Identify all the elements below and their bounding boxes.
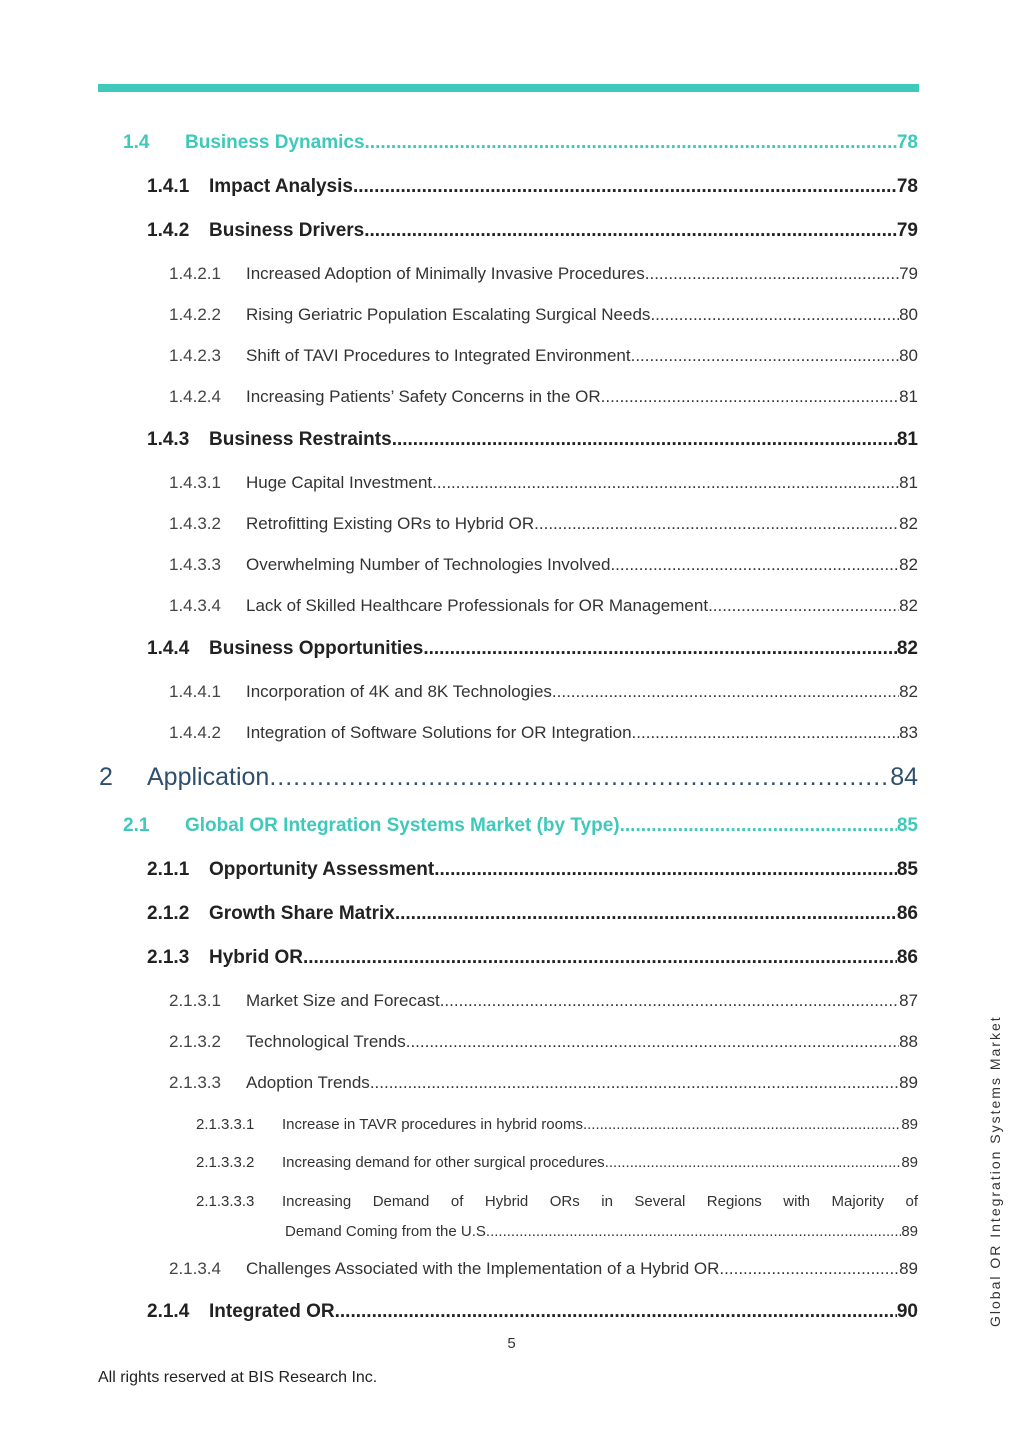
toc-number: 2.1.1	[147, 859, 190, 880]
toc-entry-1-4-3-1[interactable]	[169, 473, 918, 493]
toc-entry-2-1-3-3-3[interactable]	[196, 1187, 918, 1247]
toc-number: 2.1.2	[147, 903, 190, 924]
toc-number: 2.1.3.3.3	[196, 1193, 255, 1210]
toc-leader	[605, 1154, 902, 1171]
toc-number: 1.4.3.2	[169, 514, 221, 533]
toc-entry-2-1-3-3-1[interactable]	[196, 1116, 918, 1133]
toc-title: Opportunity Assessment	[209, 859, 435, 880]
toc-number: 1.4.2.2	[169, 305, 221, 324]
toc-number: 1.4.2.1	[169, 264, 221, 283]
toc-leader	[353, 176, 897, 198]
toc-title: Business Restraints	[209, 429, 392, 450]
toc-number: 1.4.3	[147, 429, 190, 450]
toc-leader	[610, 555, 899, 575]
toc-title: Business Opportunities	[209, 638, 424, 659]
footer-copyright: All rights reserved at BIS Research Inc.	[98, 1369, 378, 1386]
toc-entry-chapter-2[interactable]	[99, 763, 918, 792]
toc-number: 1.4.3.3	[169, 555, 221, 574]
toc-entry-1-4-4-2[interactable]	[169, 723, 918, 743]
toc-page: 82	[899, 514, 918, 533]
toc-entry-1-4[interactable]	[123, 132, 918, 154]
toc-leader	[395, 903, 897, 925]
toc-page: 81	[899, 387, 918, 406]
toc-page: 78	[896, 176, 918, 197]
toc-number: 1.4	[123, 132, 150, 153]
toc-page: 80	[899, 305, 918, 324]
toc-page: 88	[899, 1032, 918, 1051]
toc-entry-2-1-1[interactable]	[147, 859, 918, 881]
toc-title: Market Size and Forecast	[246, 991, 440, 1010]
toc-title: Challenges Associated with the Implementation of a Hybrid OR	[246, 1259, 720, 1278]
toc-title: Increased Adoption of Minimally Invasive Procedures	[246, 264, 645, 283]
toc-title: Increasing demand for other surgical procedures	[282, 1154, 605, 1171]
toc-entry-2-1-3[interactable]	[147, 947, 918, 969]
toc-number: 1.4.3.4	[169, 596, 221, 615]
toc-title: Huge Capital Investment	[246, 473, 433, 492]
toc-leader	[719, 1259, 899, 1279]
toc-page: 89	[901, 1116, 918, 1133]
toc-leader	[490, 1217, 901, 1247]
toc-number: 2.1.3	[147, 947, 190, 968]
toc-entry-1-4-3-2[interactable]	[169, 514, 918, 534]
toc-page: 89	[899, 1073, 918, 1092]
toc-leader	[364, 220, 897, 242]
toc-leader	[708, 596, 899, 616]
toc-entry-1-4-3[interactable]	[147, 429, 918, 451]
toc-leader	[365, 132, 897, 154]
toc-leader	[303, 947, 897, 969]
toc-entry-1-4-2-2[interactable]	[169, 305, 918, 325]
toc-leader	[631, 346, 899, 366]
toc-leader	[392, 429, 897, 451]
toc-number: 1.4.2.3	[169, 346, 221, 365]
toc-entry-1-4-2-4[interactable]	[169, 387, 918, 407]
toc-title: Retrofitting Existing ORs to Hybrid OR	[246, 514, 535, 533]
toc-page: 79	[896, 220, 918, 241]
toc-title-line1: Increasing Demand of Hybrid ORs in Several Regions with Majority of	[282, 1193, 918, 1210]
toc-title: Rising Geriatric Population Escalating Surgical Needs	[246, 305, 651, 324]
toc-title: Business Dynamics	[185, 132, 365, 153]
toc-entry-1-4-2-3[interactable]	[169, 346, 918, 366]
toc-leader	[552, 682, 899, 702]
toc-title: Overwhelming Number of Technologies Involved	[246, 555, 611, 574]
toc-number: 2.1.3.1	[169, 991, 221, 1010]
toc-leader	[406, 1032, 899, 1052]
toc-number: 1.4.4.1	[169, 682, 221, 701]
toc-number: 2.1.3.3.1	[196, 1116, 255, 1133]
toc-leader	[370, 1073, 899, 1093]
toc-page: 89	[901, 1223, 918, 1240]
toc-leader	[583, 1116, 901, 1133]
toc-title: Technological Trends	[246, 1032, 406, 1051]
toc-page: 82	[899, 555, 918, 574]
toc-page: 83	[899, 723, 918, 742]
toc-leader	[534, 514, 899, 534]
toc-page: 82	[899, 682, 918, 701]
toc-title: Increasing Patients’ Safety Concerns in the OR	[246, 387, 601, 406]
toc-page: 86	[896, 903, 918, 924]
toc-number: 1.4.1	[147, 176, 190, 197]
toc-entry-2-1[interactable]	[123, 815, 918, 837]
toc-entry-2-1-4[interactable]	[147, 1301, 918, 1323]
toc-title: Increase in TAVR procedures in hybrid rooms	[282, 1116, 583, 1133]
toc-page: 87	[899, 991, 918, 1010]
toc-leader	[434, 859, 897, 881]
toc-number: 1.4.4	[147, 638, 190, 659]
toc-number: 2.1.3.3.2	[196, 1154, 255, 1171]
toc-entry-1-4-4-1[interactable]	[169, 682, 918, 702]
toc-page: 90	[896, 1301, 918, 1322]
toc-number: 1.4.4.2	[169, 723, 221, 742]
toc-number: 2	[99, 763, 113, 791]
page-number: 5	[507, 1335, 516, 1352]
toc-leader	[632, 723, 900, 743]
toc-title: Business Drivers	[209, 220, 365, 241]
toc-leader	[423, 638, 897, 660]
toc-title: Impact Analysis	[209, 176, 353, 197]
toc-leader	[269, 763, 890, 792]
toc-number: 1.4.2	[147, 220, 190, 241]
toc-entry-2-1-3-1[interactable]	[169, 991, 918, 1011]
toc-title: Lack of Skilled Healthcare Professionals for OR Management	[246, 596, 709, 615]
toc-title: Global OR Integration Systems Market (by Type)	[185, 815, 620, 836]
toc-page: 85	[896, 859, 918, 880]
side-running-title: Global OR Integration Systems Market	[987, 1015, 1003, 1327]
toc-page: 78	[896, 132, 918, 153]
toc-number: 1.4.3.1	[169, 473, 221, 492]
toc-leader	[440, 991, 899, 1011]
toc-number: 2.1.4	[147, 1301, 190, 1322]
toc-leader	[432, 473, 899, 493]
toc-leader	[601, 387, 899, 407]
toc-leader	[645, 264, 899, 284]
toc-page: 82	[896, 638, 918, 659]
toc-entry-1-4-2-1[interactable]	[169, 264, 918, 284]
toc-title: Adoption Trends	[246, 1073, 370, 1092]
toc-page: 80	[899, 346, 918, 365]
toc-entry-2-1-3-3[interactable]	[169, 1073, 918, 1093]
toc-entry-2-1-3-3-2[interactable]	[196, 1154, 918, 1171]
toc-leader	[335, 1301, 897, 1323]
toc-number: 2.1.3.2	[169, 1032, 221, 1051]
toc-number: 2.1.3.3	[169, 1073, 221, 1092]
toc-entry-1-4-2[interactable]	[147, 220, 918, 242]
toc-leader	[650, 305, 899, 325]
toc-number: 2.1.3.4	[169, 1259, 221, 1278]
toc-number: 1.4.2.4	[169, 387, 221, 406]
toc-entry-1-4-1[interactable]	[147, 176, 918, 198]
toc-page: 85	[896, 815, 918, 836]
toc-title: Growth Share Matrix	[209, 903, 395, 924]
toc-entry-1-4-3-4[interactable]	[169, 596, 918, 616]
toc-title: Application	[147, 763, 270, 791]
toc-page: 81	[896, 429, 918, 450]
toc-entry-2-1-2[interactable]	[147, 903, 918, 925]
toc-page: 82	[899, 596, 918, 615]
toc-title: Incorporation of 4K and 8K Technologies	[246, 682, 552, 701]
toc-number: 2.1	[123, 815, 150, 836]
toc-entry-2-1-3-2[interactable]	[169, 1032, 918, 1052]
toc-leader	[620, 815, 897, 837]
toc-title: Integration of Software Solutions for OR Integration	[246, 723, 632, 742]
toc-title: Shift of TAVI Procedures to Integrated Environment	[246, 346, 631, 365]
toc-page: 79	[899, 264, 918, 283]
toc-title: Hybrid OR	[209, 947, 303, 968]
toc-title: Integrated OR	[209, 1301, 335, 1322]
toc-entry-2-1-3-4[interactable]	[169, 1259, 918, 1279]
toc-page: 81	[899, 473, 918, 492]
toc-page: 86	[896, 947, 918, 968]
toc-title-line2: Demand Coming from the U.S.	[285, 1223, 491, 1240]
toc-page: 89	[899, 1259, 918, 1278]
toc-entry-1-4-4[interactable]	[147, 638, 918, 660]
toc-page: 84	[890, 763, 918, 791]
toc-page: 89	[901, 1154, 918, 1171]
toc-entry-1-4-3-3[interactable]	[169, 555, 918, 575]
